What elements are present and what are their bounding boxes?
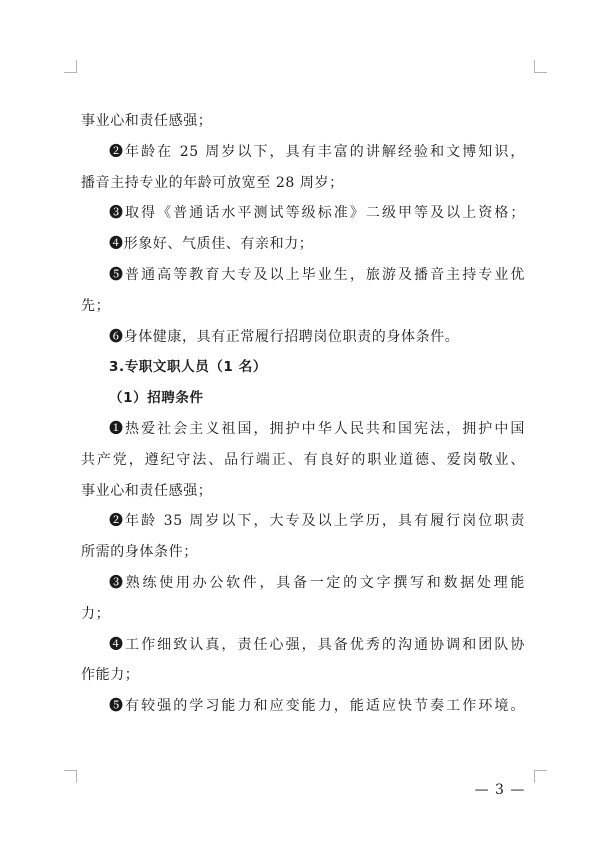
crop-mark-bottom-left [64,770,77,783]
body-line-11: ❶热爱社会主义祖国，拥护中华人民共和国宪法，拥护中国 [109,420,525,437]
crop-mark-bottom-right [534,770,547,783]
subsection-heading: （1）招聘条件 [109,390,204,407]
body-line-16: ❸熟练使用办公软件，具备一定的文字撰写和数据处理能 [109,574,525,591]
body-line-19: 作能力； [81,667,140,684]
body-line-5: ❹形象好、气质佳、有亲和力； [109,236,314,253]
body-line-15: 所需的身体条件； [81,544,198,561]
crop-mark-top-right [534,60,547,73]
body-line-3: 播音主持专业的年龄可放宽至 28 周岁； [81,174,344,191]
body-line-13: 事业心和责任感强； [81,482,213,499]
body-line-12: 共产党，遵纪守法、品行端正、有良好的职业道德、爱岗敬业、 [81,451,525,468]
page-number: — 3 — [474,782,526,798]
body-line-18: ❹工作细致认真，责任心强，具备优秀的沟通协调和团队协 [109,636,525,653]
body-line-17: 力； [81,605,111,622]
body-line-14: ❷年龄 35 周岁以下，大专及以上学历，具有履行岗位职责 [109,513,525,530]
body-line-8: ❻身体健康，具有正常履行招聘岗位职责的身体条件。 [109,328,460,345]
document-body [81,106,525,722]
body-line-2: ❷年龄在 25 周岁以下，具有丰富的讲解经验和文博知识， [109,143,525,160]
section-heading: 3.专职文职人员（1 名） [109,359,267,376]
body-line-4: ❸取得《普通话水平测试等级标准》二级甲等及以上资格； [109,205,525,222]
body-line-20: ❺有较强的学习能力和应变能力，能适应快节奏工作环境。 [109,698,525,715]
crop-mark-top-left [64,60,77,73]
body-line-1: 事业心和责任感强； [81,113,213,129]
body-line-7: 先； [81,297,111,314]
body-line-6: ❺普通高等教育大专及以上毕业生，旅游及播音主持专业优 [109,266,525,283]
